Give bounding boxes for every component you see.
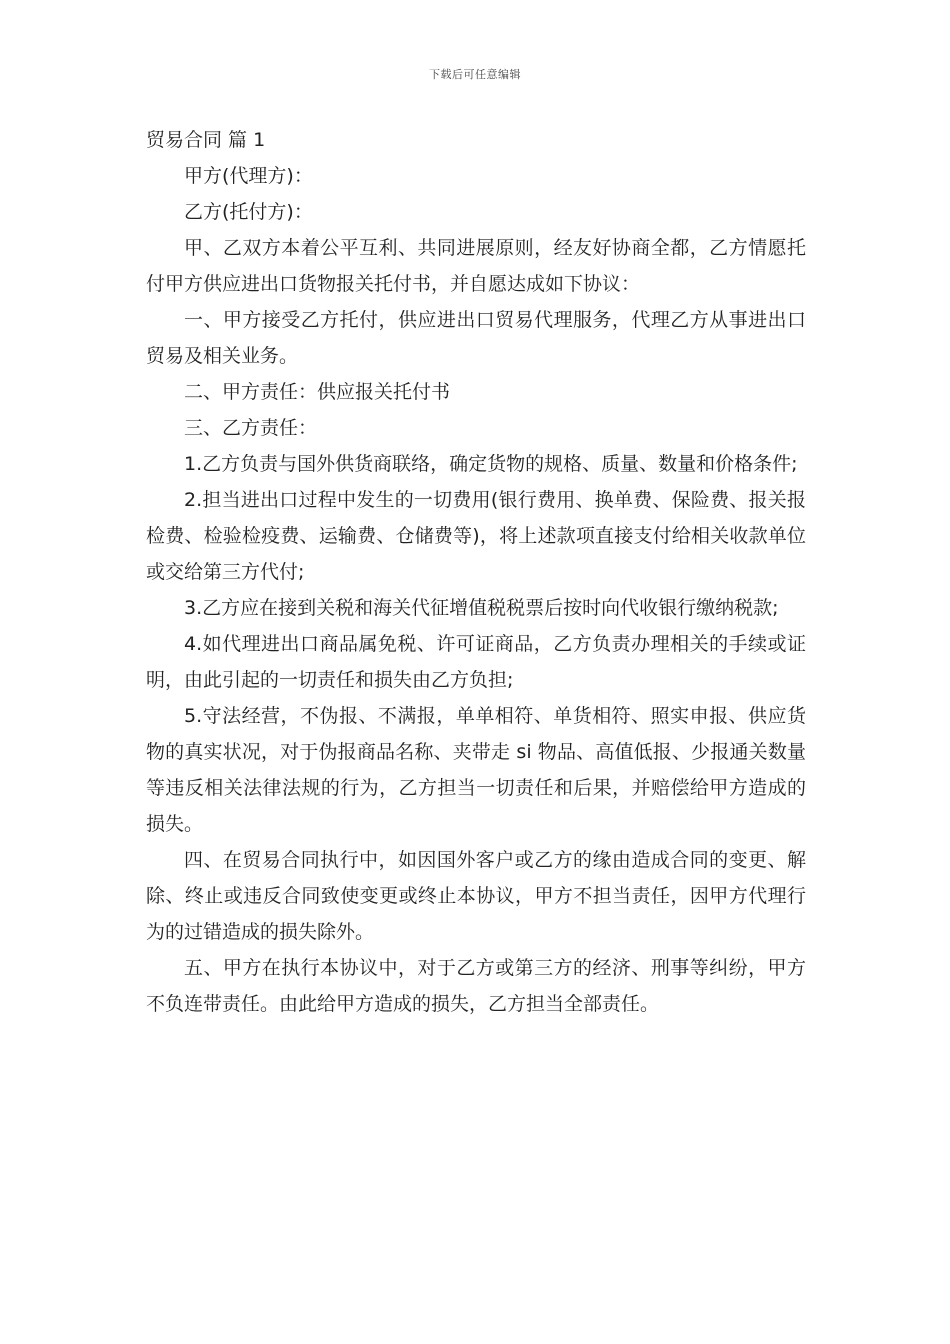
paragraph-party-a: 甲方(代理方)： (184, 165, 313, 187)
paragraph-item-5: 5.守法经营，不伪报、不满报，单单相符、单货相符、照实申报、供应货物的真实状况，对于伪报商品名称、夹带走 si 物品、高值低报、少报通关数量等违反相关法律法规的行为，乙方担当一切责任和后果，并赔偿给甲方造成的损失。 (146, 705, 806, 835)
paragraph-clause-3: 三、乙方责任： (184, 417, 318, 439)
paragraph-item-4: 4.如代理进出口商品属免税、许可证商品，乙方负责办理相关的手续或证明，由此引起的一切责任和损失由乙方负担; (146, 633, 806, 691)
document-body (146, 122, 806, 1022)
paragraph-item-2: 2.担当进出口过程中发生的一切费用(银行费用、换单费、保险费、报关报检费、检验检疫费、运输费、仓储费等)，将上述款项直接支付给相关收款单位或交给第三方代付; (146, 489, 806, 583)
paragraph-item-3: 3.乙方应在接到关税和海关代征增值税税票后按时向代收银行缴纳税款; (184, 597, 779, 619)
paragraph-item-1: 1.乙方负责与国外供货商联络，确定货物的规格、质量、数量和价格条件; (184, 453, 798, 475)
paragraph-preamble: 甲、乙双方本着公平互利、共同进展原则，经友好协商全都，乙方情愿托付甲方供应进出口货物报关托付书，并自愿达成如下协议： (146, 237, 806, 295)
paragraph-clause-2: 二、甲方责任：供应报关托付书 (184, 381, 451, 403)
paragraph-clause-4: 四、在贸易合同执行中，如因国外客户或乙方的缘由造成合同的变更、解除、终止或违反合同致使变更或终止本协议，甲方不担当责任，因甲方代理行为的过错造成的损失除外。 (146, 849, 806, 943)
document-title: 贸易合同 篇 1 (146, 129, 266, 151)
paragraph-clause-5: 五、甲方在执行本协议中，对于乙方或第三方的经济、刑事等纠纷，甲方不负连带责任。由此给甲方造成的损失，乙方担当全部责任。 (146, 957, 806, 1015)
header-note: 下载后可任意编辑 (429, 68, 521, 81)
paragraph-clause-1: 一、甲方接受乙方托付，供应进出口贸易代理服务，代理乙方从事进出口贸易及相关业务。 (146, 309, 806, 367)
paragraph-party-b: 乙方(托付方)： (184, 201, 313, 223)
